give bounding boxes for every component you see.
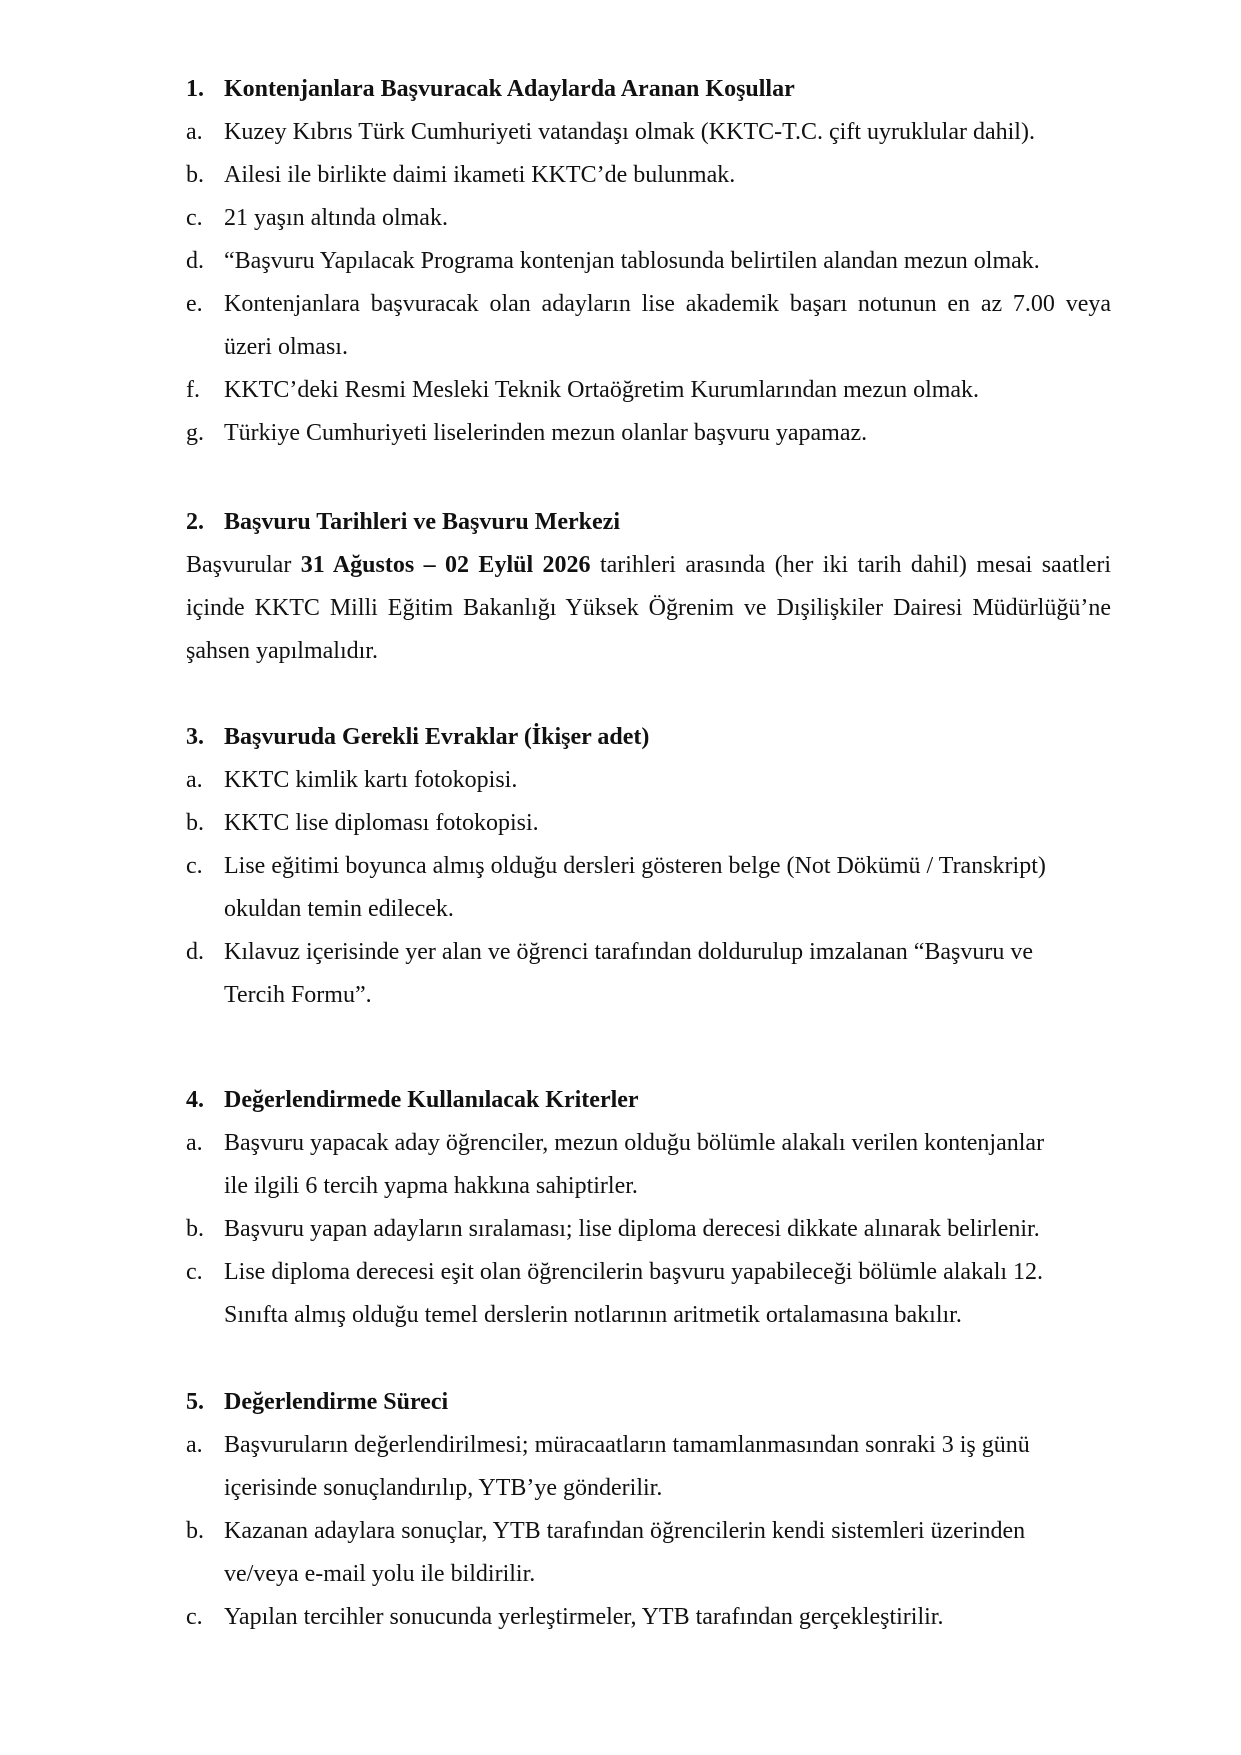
list-marker: d. — [186, 248, 204, 274]
section-number: 3. — [186, 724, 204, 750]
list-item-text: Başvuru yapan adayların sıralaması; lise diploma derecesi dikkate alınarak belirlenir. — [224, 1216, 1040, 1242]
list-item — [186, 1208, 1111, 1251]
section-eligibility — [186, 68, 1111, 455]
section-number: 2. — [186, 509, 204, 535]
section-heading — [186, 68, 1111, 111]
list-item — [186, 111, 1111, 154]
list-item — [186, 1251, 1111, 1337]
list-item — [186, 1510, 1111, 1596]
list-marker: c. — [186, 1259, 203, 1285]
list-item — [186, 154, 1111, 197]
list-item — [186, 197, 1111, 240]
list-marker: f. — [186, 377, 200, 403]
list-item — [186, 412, 1111, 455]
list-item-text: “Başvuru Yapılacak Programa kontenjan tablosunda belirtilen alandan mezun olmak. — [224, 248, 1040, 274]
list-item-text: içerisinde sonuçlandırılıp, YTB’ye gönderilir. — [224, 1475, 663, 1501]
list-marker: a. — [186, 119, 203, 145]
section-number: 5. — [186, 1389, 204, 1415]
section-required-documents — [186, 716, 1111, 1017]
list-item-text: ve/veya e-mail yolu ile bildirilir. — [224, 1561, 536, 1587]
list-item — [186, 845, 1111, 931]
list-item-text: Kazanan adaylara sonuçlar, YTB tarafından öğrencilerin kendi sistemleri üzerinden — [224, 1518, 1026, 1544]
list-marker: a. — [186, 1130, 203, 1156]
list-marker: a. — [186, 767, 203, 793]
section-title: Değerlendirme Süreci — [224, 1389, 449, 1415]
list-marker: b. — [186, 1216, 204, 1242]
list-item — [186, 759, 1111, 802]
section-title: Başvuru Tarihleri ve Başvuru Merkezi — [224, 509, 620, 535]
list-item-text: Kuzey Kıbrıs Türk Cumhuriyeti vatandaşı olmak (KKTC-T.C. çift uyruklular dahil). — [224, 119, 1035, 145]
list-marker: a. — [186, 1432, 203, 1458]
paragraph-line: içinde KKTC Milli Eğitim Bakanlığı Yüksek Öğrenim ve Dışilişkiler Dairesi Müdürlüğü’ne — [186, 595, 1111, 621]
list-item-text: ile ilgili 6 tercih yapma hakkına sahiptirler. — [224, 1173, 638, 1199]
list-item-text: Başvuruların değerlendirilmesi; müracaatların tamamlanmasından sonraki 3 iş günü — [224, 1432, 1030, 1458]
list-item — [186, 931, 1111, 1017]
list-marker: b. — [186, 1518, 204, 1544]
section-title: Değerlendirmede Kullanılacak Kriterler — [224, 1087, 639, 1113]
list-item-text: Lise diploma derecesi eşit olan öğrencilerin başvuru yapabileceği bölümle alakalı 12. — [224, 1259, 1044, 1285]
paragraph-line: şahsen yapılmalıdır. — [186, 638, 378, 664]
list-item-text: üzeri olması. — [224, 334, 348, 360]
list-item-text: Kontenjanlara başvuracak olan adayların lise akademik başarı notunun en az 7.00 veya — [224, 291, 1111, 317]
list-item-text: KKTC kimlik kartı fotokopisi. — [224, 767, 518, 793]
list-item-text: Yapılan tercihler sonucunda yerleştirmeler, YTB tarafından gerçekleştirilir. — [224, 1604, 944, 1630]
list-item-text: KKTC’deki Resmi Mesleki Teknik Ortaöğretim Kurumlarından mezun olmak. — [224, 377, 980, 403]
section-title: Kontenjanlara Başvuracak Adaylarda Aranan Koşullar — [224, 76, 795, 102]
list-item-text: Türkiye Cumhuriyeti liselerinden mezun olanlar başvuru yapamaz. — [224, 420, 868, 446]
list-item — [186, 1596, 1111, 1639]
paragraph-text: tarihleri arasında (her iki tarih dahil) mesai saatleri — [590, 552, 1112, 578]
section-evaluation-criteria — [186, 1079, 1111, 1337]
list-item-text: Sınıfta almış olduğu temel derslerin notlarının aritmetik ortalamasına bakılır. — [224, 1302, 962, 1328]
list-item-text: Kılavuz içerisinde yer alan ve öğrenci tarafından doldurulup imzalanan “Başvuru ve — [224, 939, 1034, 965]
list-item-text: okuldan temin edilecek. — [224, 896, 454, 922]
list-item-text: Ailesi ile birlikte daimi ikameti KKTC’de bulunmak. — [224, 162, 736, 188]
section-evaluation-process — [186, 1381, 1111, 1639]
section-heading — [186, 501, 1111, 544]
list-marker: b. — [186, 162, 204, 188]
list-marker: c. — [186, 853, 203, 879]
section-application-dates — [186, 501, 1111, 673]
section-heading — [186, 716, 1111, 759]
list-marker: e. — [186, 291, 203, 317]
list-marker: b. — [186, 810, 204, 836]
list-marker: c. — [186, 205, 203, 231]
list-item — [186, 802, 1111, 845]
list-item-text: 21 yaşın altında olmak. — [224, 205, 448, 231]
section-heading — [186, 1381, 1111, 1424]
section-title: Başvuruda Gerekli Evraklar (İkişer adet) — [224, 724, 650, 750]
list-item — [186, 369, 1111, 412]
list-item-text: Tercih Formu”. — [224, 982, 372, 1008]
section-number: 1. — [186, 76, 204, 102]
list-item — [186, 240, 1111, 283]
list-item — [186, 1424, 1111, 1510]
list-item-text: Başvuru yapacak aday öğrenciler, mezun olduğu bölümle alakalı verilen kontenjanlar — [224, 1130, 1045, 1156]
list-item — [186, 1122, 1111, 1208]
list-item-text: Lise eğitimi boyunca almış olduğu dersleri gösteren belge (Not Dökümü / Transkript) — [224, 853, 1046, 879]
list-marker: g. — [186, 420, 204, 446]
list-item-text: KKTC lise diploması fotokopisi. — [224, 810, 539, 836]
section-heading — [186, 1079, 1111, 1122]
application-dates: 31 Ağustos – 02 Eylül 2026 — [300, 552, 591, 578]
paragraph-line — [186, 544, 1111, 587]
list-item — [186, 283, 1111, 369]
section-number: 4. — [186, 1087, 204, 1113]
list-marker: d. — [186, 939, 204, 965]
list-marker: c. — [186, 1604, 203, 1630]
paragraph-text: Başvurular — [186, 552, 301, 578]
